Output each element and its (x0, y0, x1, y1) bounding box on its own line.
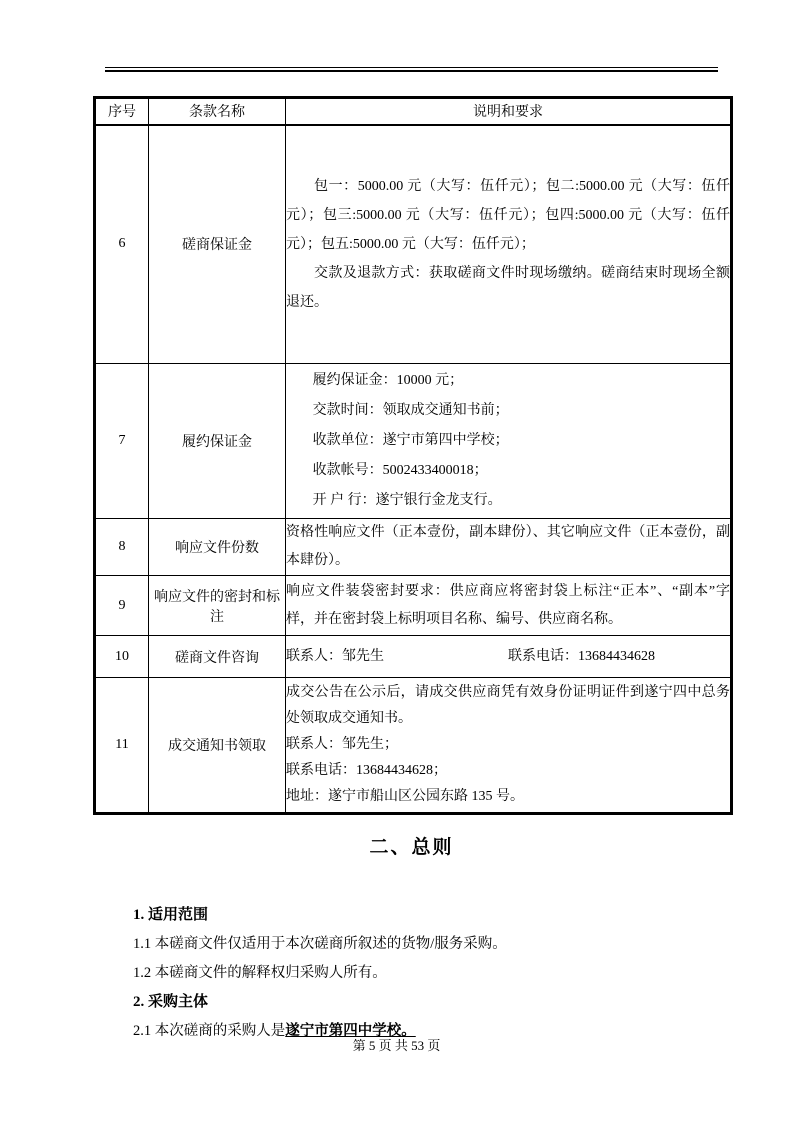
performance-bond-account: 收款帐号：5002433400018； (312, 463, 488, 478)
row-11-description (286, 678, 732, 814)
award-address: 地址：遂宁市船山区公园东路 135 号。 (286, 789, 524, 804)
copies-requirement-text: 资格性响应文件（正本壹份，副本肆份）、其它响应文件（正本壹份，副本肆份）。 (286, 525, 730, 568)
performance-bond-bank: 开 户 行：遂宁银行金龙支行。 (312, 493, 502, 508)
section-title: 二、总则 (369, 837, 454, 858)
terms-table (93, 96, 733, 815)
header-divider (105, 67, 718, 72)
col-header-name: 条款名称 (149, 98, 286, 125)
clauses-list (105, 901, 718, 1046)
row-8-clause-name: 响应文件份数 (149, 519, 286, 576)
row-8-number: 8 (95, 519, 149, 576)
row-7-number: 7 (95, 364, 149, 519)
table-row-11 (95, 678, 732, 814)
award-contact-phone: 联系电话：13684434628； (286, 763, 447, 778)
col-header-desc: 说明和要求 (286, 98, 732, 125)
deposit-amounts-text: 包一：5000.00 元（大写：伍仟元）；包二:5000.00 元（大写：伍仟元）；包三:5000.00 元（大写：伍仟元）；包四:5000.00 元（大写：伍仟元）；包五:5000.00 元（大写：伍仟元）； (286, 178, 730, 252)
table-row-9 (95, 576, 732, 636)
performance-bond-time: 交款时间：领取成交通知书前； (312, 403, 509, 418)
row-9-description (286, 576, 732, 636)
row-7-description (286, 364, 732, 519)
row-8-description (286, 519, 732, 576)
performance-bond-amount: 履约保证金：10000 元； (312, 373, 464, 388)
deposit-payment-text: 交款及退款方式：获取磋商文件时现场缴纳。磋商结束时现场全额退还。 (286, 265, 730, 310)
general-provisions-section (105, 832, 718, 1046)
performance-bond-payee: 收款单位：遂宁市第四中学校； (312, 433, 509, 448)
clause-1-1: 1.1 本磋商文件仅适用于本次磋商所叙述的货物/服务采购。 (133, 936, 507, 952)
row-10-description (286, 636, 732, 678)
table-header-row (95, 98, 732, 125)
table-row-7 (95, 364, 732, 519)
row-6-clause-name: 磋商保证金 (149, 125, 286, 364)
row-6-number: 6 (95, 125, 149, 364)
row-9-clause-name: 响应文件的密封和标注 (149, 576, 286, 636)
clause-heading-purchaser: 2. 采购主体 (133, 994, 209, 1010)
clause-2-1-prefix: 2.1 本次磋商的采购人是 (133, 1023, 286, 1039)
page-number-footer: 第 5 页 共 53 页 (352, 1038, 441, 1053)
row-9-number: 9 (95, 576, 149, 636)
award-notice-pickup-text: 成交公告在公示后，请成交供应商凭有效身份证明证件到遂宁四中总务处领取成交通知书。 (286, 685, 730, 726)
row-7-clause-name: 履约保证金 (149, 364, 286, 519)
row-11-clause-name: 成交通知书领取 (149, 678, 286, 814)
award-contact-person: 联系人：邹先生； (286, 737, 398, 752)
row-6-description (286, 125, 732, 364)
sealing-requirement-text: 响应文件装袋密封要求：供应商应将密封袋上标注“正本”、“副本”字样，并在密封袋上标明项目名称、编号、供应商名称。 (286, 583, 730, 627)
consult-contact-person: 联系人：邹先生 (286, 648, 384, 664)
purchaser-name: 遂宁市第四中学校。 (285, 1023, 416, 1039)
clause-heading-scope: 1. 适用范围 (133, 907, 209, 923)
table-row-10 (95, 636, 732, 678)
row-10-clause-name: 磋商文件咨询 (149, 636, 286, 678)
row-11-number: 11 (95, 678, 149, 814)
row-10-number: 10 (95, 636, 149, 678)
consult-contact-phone: 联系电话：13684434628 (508, 648, 655, 664)
col-header-no: 序号 (95, 98, 149, 125)
table-row-6 (95, 125, 732, 364)
table-row-8 (95, 519, 732, 576)
clause-1-2: 1.2 本磋商文件的解释权归采购人所有。 (133, 965, 387, 981)
